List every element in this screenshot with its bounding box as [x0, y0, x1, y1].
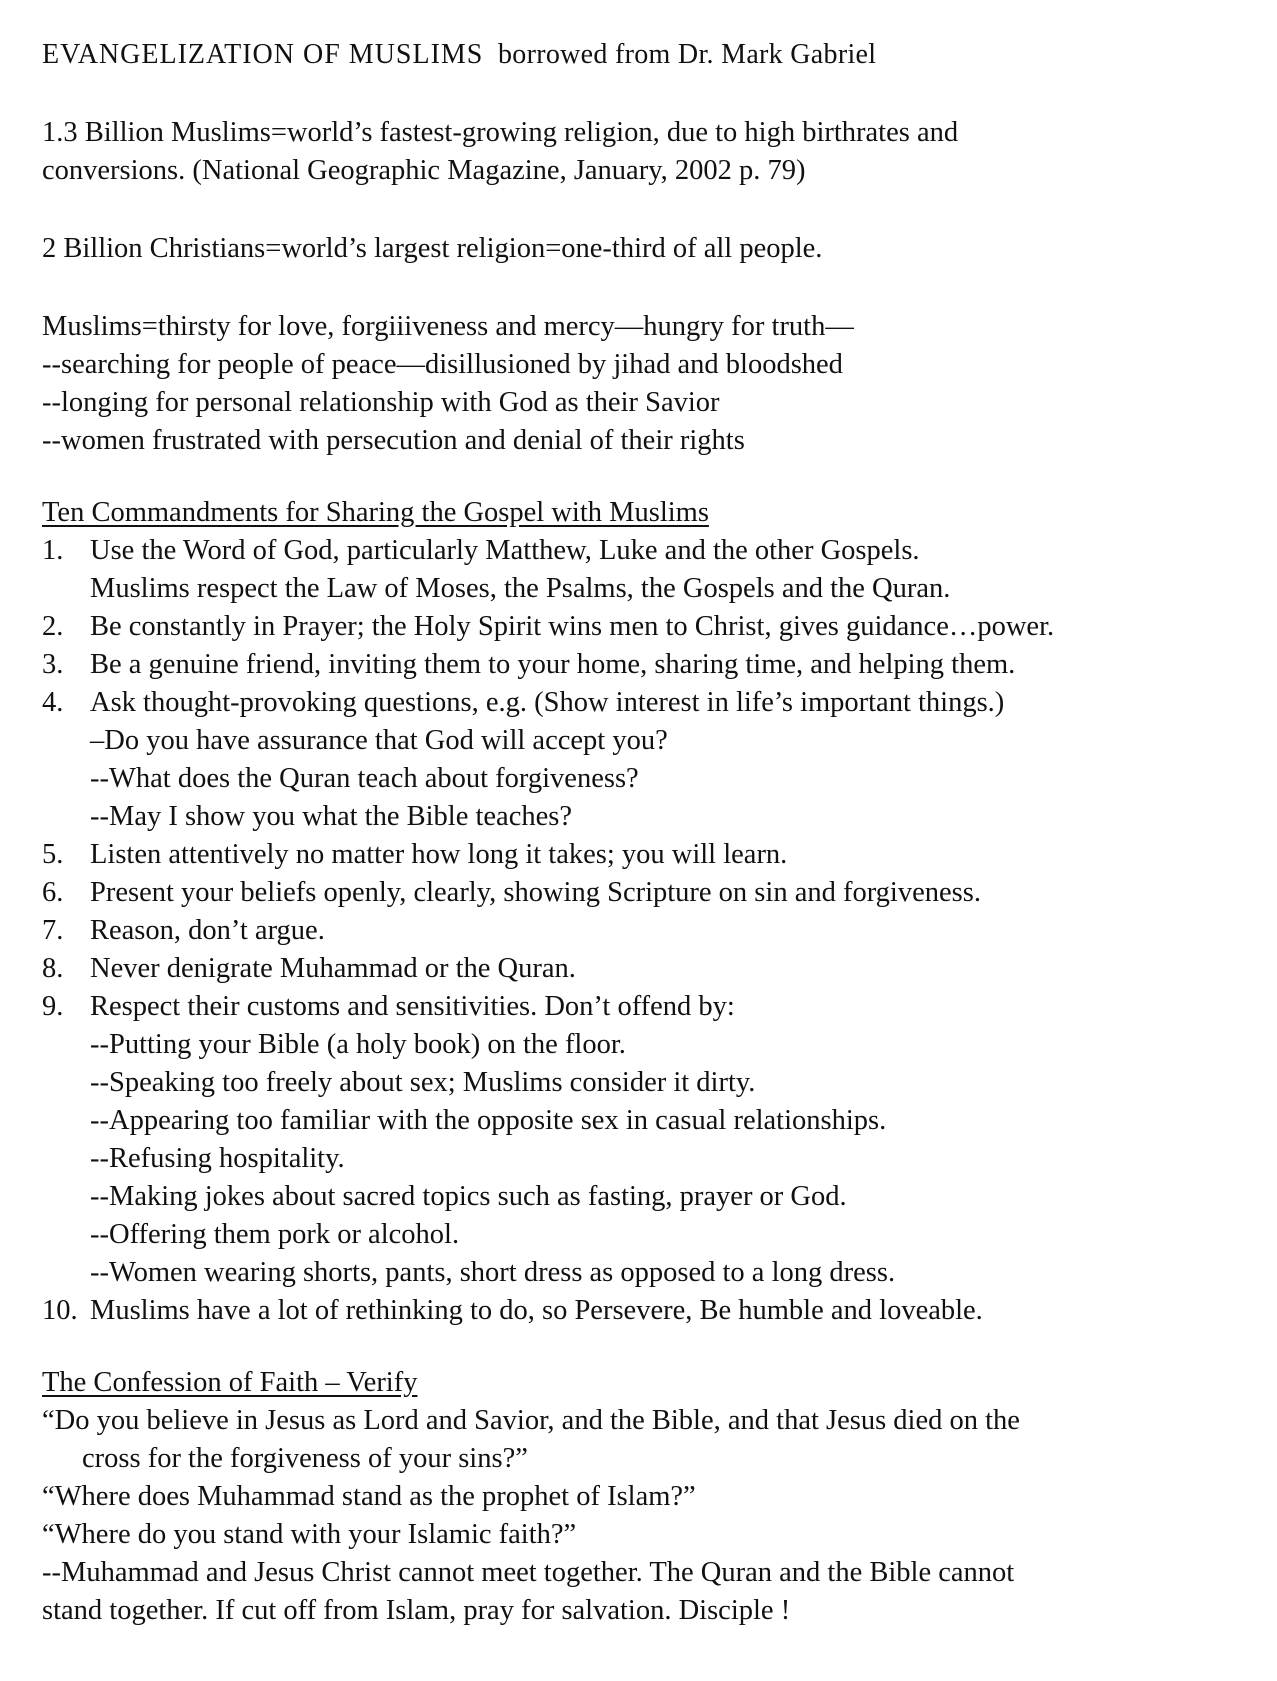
commandment-number: 3. [42, 649, 64, 680]
commandment-number: 1. [42, 535, 64, 566]
commandment-text: --What does the Quran teach about forgiveness? [90, 763, 639, 794]
title-main: EVANGELIZATION OF MUSLIMS [42, 39, 484, 70]
commandment-number [42, 722, 90, 760]
stat-muslims-line-1: 1.3 Billion Muslims=world’s fastest-growing religion, due to high birthrates and [42, 117, 959, 148]
document-title [42, 36, 1217, 74]
commandment-number: 4. [42, 687, 64, 718]
commandment-text: –Do you have assurance that God will accept you? [90, 725, 668, 756]
needs-line-3: --longing for personal relationship with God as their Savior [42, 387, 720, 418]
commandment-text: Muslims have a lot of rethinking to do, so Persevere, Be humble and loveable. [90, 1295, 983, 1326]
commandment-line [42, 760, 1217, 798]
commandment-number: 6. [42, 877, 64, 908]
commandment-text: Be constantly in Prayer; the Holy Spirit wins men to Christ, gives guidance…power. [90, 611, 1055, 642]
commandment-line [42, 874, 1217, 912]
needs-line-2: --searching for people of peace—disillusioned by jihad and bloodshed [42, 349, 843, 380]
commandment-text: Listen attentively no matter how long it takes; you will learn. [90, 839, 788, 870]
commandment-text: --Refusing hospitality. [90, 1143, 345, 1174]
commandment-number [42, 1102, 90, 1140]
commandment-text: --May I show you what the Bible teaches? [90, 801, 572, 832]
commandment-number [42, 760, 90, 798]
needs-line-1: Muslims=thirsty for love, forgiiiveness and mercy—hungry for truth— [42, 311, 854, 342]
confession-question-1-line-2: cross for the forgiveness of your sins?” [82, 1443, 528, 1474]
commandment-line [42, 1178, 1217, 1216]
commandment-line [42, 988, 1217, 1026]
commandment-number [42, 1254, 90, 1292]
commandment-text: --Putting your Bible (a holy book) on the floor. [90, 1029, 626, 1060]
commandment-line [42, 1140, 1217, 1178]
confession-closing-line-2: stand together. If cut off from Islam, pray for salvation. Disciple ! [42, 1595, 791, 1626]
commandment-line [42, 950, 1217, 988]
commandment-number [42, 1216, 90, 1254]
commandment-number: 7. [42, 915, 64, 946]
title-attribution: borrowed from Dr. Mark Gabriel [498, 39, 877, 70]
confession-question-3: “Where do you stand with your Islamic faith?” [42, 1519, 577, 1550]
commandment-line [42, 1026, 1217, 1064]
commandment-number: 2. [42, 611, 64, 642]
commandment-text: --Women wearing shorts, pants, short dress as opposed to a long dress. [90, 1257, 896, 1288]
commandment-line [42, 684, 1217, 722]
commandment-number: 8. [42, 953, 64, 984]
commandment-text: Be a genuine friend, inviting them to your home, sharing time, and helping them. [90, 649, 1016, 680]
commandment-number [42, 570, 90, 608]
commandment-line [42, 532, 1217, 570]
commandment-line [42, 608, 1217, 646]
commandment-line [42, 836, 1217, 874]
stat-christians: 2 Billion Christians=world’s largest religion=one-third of all people. [42, 233, 823, 264]
commandment-line [42, 646, 1217, 684]
commandments-list [42, 532, 1217, 1330]
commandment-number [42, 1026, 90, 1064]
commandment-text: --Appearing too familiar with the opposite sex in casual relationships. [90, 1105, 887, 1136]
commandments-heading: Ten Commandments for Sharing the Gospel with Muslims [42, 497, 709, 528]
commandment-line [42, 1102, 1217, 1140]
confession-question-1-line-1: “Do you believe in Jesus as Lord and Savior, and the Bible, and that Jesus died on the [42, 1405, 1020, 1436]
stat-muslims-line-2: conversions. (National Geographic Magazine, January, 2002 p. 79) [42, 155, 806, 186]
commandment-line [42, 1216, 1217, 1254]
commandment-text: Respect their customs and sensitivities. Don’t offend by: [90, 991, 735, 1022]
commandment-text: Muslims respect the Law of Moses, the Psalms, the Gospels and the Quran. [90, 573, 951, 604]
commandment-number: 5. [42, 839, 64, 870]
commandment-line [42, 1064, 1217, 1102]
commandment-line [42, 1254, 1217, 1292]
commandment-text: --Speaking too freely about sex; Muslims consider it dirty. [90, 1067, 756, 1098]
commandment-number [42, 1178, 90, 1216]
needs-line-4: --women frustrated with persecution and denial of their rights [42, 425, 745, 456]
commandment-line [42, 570, 1217, 608]
commandment-line [42, 798, 1217, 836]
confession-heading: The Confession of Faith – Verify [42, 1367, 418, 1398]
commandment-number [42, 1064, 90, 1102]
commandment-line [42, 722, 1217, 760]
commandment-line [42, 912, 1217, 950]
commandment-text: --Making jokes about sacred topics such as fasting, prayer or God. [90, 1181, 847, 1212]
commandment-text: Never denigrate Muhammad or the Quran. [90, 953, 576, 984]
commandment-number: 10. [42, 1295, 78, 1326]
commandment-number: 9. [42, 991, 64, 1022]
commandment-text: Use the Word of God, particularly Matthew, Luke and the other Gospels. [90, 535, 920, 566]
commandment-text: --Offering them pork or alcohol. [90, 1219, 460, 1250]
commandment-number [42, 798, 90, 836]
commandment-number [42, 1140, 90, 1178]
commandment-text: Ask thought-provoking questions, e.g. (Show interest in life’s important things.) [90, 687, 1005, 718]
confession-closing-line-1: --Muhammad and Jesus Christ cannot meet together. The Quran and the Bible cannot [42, 1557, 1015, 1588]
commandment-text: Present your beliefs openly, clearly, showing Scripture on sin and forgiveness. [90, 877, 981, 908]
confession-question-2: “Where does Muhammad stand as the prophet of Islam?” [42, 1481, 696, 1512]
commandment-line [42, 1292, 1217, 1330]
commandment-text: Reason, don’t argue. [90, 915, 325, 946]
